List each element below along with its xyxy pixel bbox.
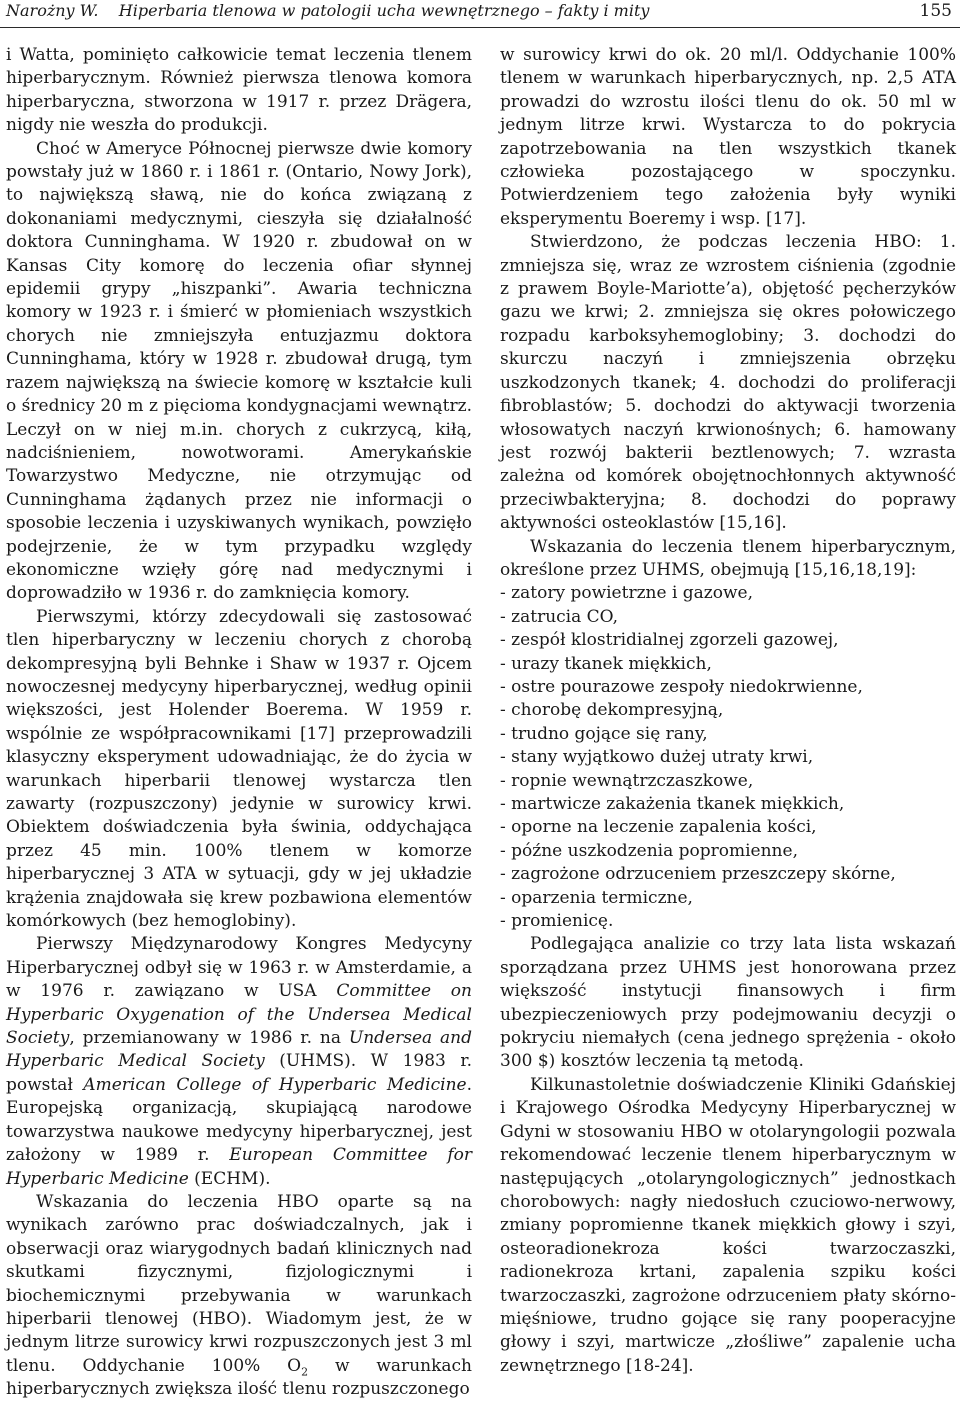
organization-name: Committee on Hyperbaric Oxygenation of the Undersea Medical Society <box>6 981 472 1049</box>
header-title: Hiperbaria tlenowa w patologii ucha wewnętrznego – fakty i mity <box>118 1 650 20</box>
paragraph: Pierwszymi, którzy zdecydowali się zastosować tlen hiperbaryczny w leczeniu chorych z chorobą dekompresyjną byli Behnke i Shaw w 1937 r. Ojcem nowoczesnej medycyny hiperbarycznej, według opinii większości, jest Holender Boerema. W 1959 r. wspólnie ze współpracownikami [17] przeprowadzili klasyczny eksperyment udowadniając, że do życia w warunkach hiperbarii tlenowej wystarcza tlen zawarty (rozpuszczony) jedynie w surowicy krwi. Obiektem doświadczenia była świnia, oddychająca przez 45 min. 100% tlenem w komorze hiperbarycznej 3 ATA w sytuacji, gdy w jej układzie krążenia znajdowała się krew pozbawiona elementów komórkowych (bez hemoglobiny). <box>6 606 472 932</box>
header-separator <box>104 1 114 20</box>
page-number: 155 <box>919 1 952 21</box>
paragraph: Choć w Ameryce Północnej pierwsze dwie komory powstały już w 1860 r. i 1861 r. (Ontario, Nowy Jork), to największą sławą, nie do końca związaną z dokonaniami medycznymi, cieszyła się działalność doktora Cunninghama. W 1920 r. zbudował on w Kansas City komorę do leczenia ofiar słynnej epidemii grypy „hiszpanki”. Awaria techniczna komory w 1923 r. i śmierć w płomieniach wszystkich chorych nie zmniejszyła entuzjazmu doktora Cunninghama, który w 1928 r. zbudował drugą, tym razem największą na świecie komorę w kształcie kuli o średnicy 20 m z pięcioma kondygnacjami wewnątrz. Leczył on w niej m.in. chorych z cukrzycą, kiłą, nadciśnieniem, nowotworami. Amerykańskie Towarzystwo Medyczne, nie otrzymując od Cunninghama żądanych przez nie informacji o sposobie leczenia i uzyskiwanych wynikach, powzięło podejrzenie, że w tym przypadku względy ekonomiczne wzięły górę nad medycznymi i doprowadziło w 1936 r. do zamknięcia komory. <box>6 138 472 604</box>
list-item: - urazy tkanek miękkich, <box>500 653 956 676</box>
text-run: Pierwszy Międzynarodowy Kongres Medycyny Hiperbarycznej odbył się w 1963 r. w Amsterdamie, a w 1976 r. zawiązano w USA <box>6 934 472 1002</box>
text-run: . Europejską organizacją, skupiającą narodowe towarzystwa naukowe medycyny hiperbarycznej, jest założony w 1989 r. <box>6 1074 472 1166</box>
organization-name: Undersea and Hyperbaric Medical Society <box>6 1028 473 1072</box>
right-column <box>500 44 956 1378</box>
left-column <box>6 44 472 1402</box>
indications-list <box>500 582 956 933</box>
running-header <box>6 0 952 30</box>
list-item: - trudno gojące się rany, <box>500 723 956 746</box>
header-rule <box>0 27 960 28</box>
subscript: 2 <box>301 1365 309 1379</box>
paragraph <box>6 1191 472 1402</box>
list-item: - zespół klostridialnej zgorzeli gazowej, <box>500 629 956 652</box>
list-item: - zatory powietrzne i gazowe, <box>500 582 956 605</box>
list-item: - oporne na leczenie zapalenia kości, <box>500 816 956 839</box>
organization-name: American College of Hyperbaric Medicine <box>83 1074 467 1095</box>
header-authors: Narożny W. <box>6 1 99 20</box>
list-item: - chorobę dekompresyjną, <box>500 699 956 722</box>
list-item: - zagrożone odrzuceniem przeszczepy skórne, <box>500 863 956 886</box>
paragraph: Stwierdzono, że podczas leczenia HBO: 1. zmniejsza się, wraz ze wzrostem ciśnienia (zgodnie z prawem Boyle-Mariotte’a), objętość pęcherzyków gazu we krwi; 2. zmniejsza się okres połowiczego rozpadu karboksyhemoglobiny; 3. dochodzi do skurczu naczyń i zmniejszenia obrzęku uszkodzonych tkanek; 4. dochodzi do proliferacji fibroblastów; 5. dochodzi do aktywacji tworzenia włosowatych naczyń krwionośnych; 6. hamowany jest rozwój bakterii beztlenowych; 7. wzrasta zależna od komórek obojętnochłonnych aktywność przeciwbakteryjna; 8. dochodzi do poprawy aktywności osteoklastów [15,16]. <box>500 232 956 534</box>
paragraph: Podlegająca analizie co trzy lata lista wskazań sporządzana przez UHMS jest honorowana przez większość instytucji finansowych i firm ubezpieczeniowych przy podejmowaniu decyzji o pokryciu niemałych (cena jednego sprężenia - około 300 $) kosztów leczenia tą metodą. <box>500 934 956 1072</box>
list-item: - oparzenia termiczne, <box>500 887 956 910</box>
list-item: - zatrucia CO, <box>500 606 956 629</box>
organization-name: European Committee for Hyperbaric Medicine <box>6 1145 472 1189</box>
list-item: - ropnie wewnątrzczaszkowe, <box>500 770 956 793</box>
text-run: Wskazania do leczenia HBO oparte są na wynikach zarówno prac doświadczalnych, jak i obserwacji oraz wiarygodnych badań klinicznych nad skutkami fizycznymi, fizjologicznymi i biochemicznymi przebywania w warunkach hiperbarii tlenowej (HBO). Wiadomym jest, że w jednym litrze surowicy krwi rozpuszczonych jest 3 ml tlenu. Oddychanie 100% O <box>6 1191 472 1376</box>
paragraph <box>6 933 472 1190</box>
paragraph: i Watta, pominięto całkowicie temat leczenia tlenem hiperbarycznym. Również pierwsza tlenowa komora hiperbaryczna, stworzona w 1917 r. przez Drägera, nigdy nie weszła do produkcji. <box>6 45 472 136</box>
paragraph: Kilkunastoletnie doświadczenie Kliniki Gdańskiej i Krajowego Ośrodka Medycyny Hiperbarycznej w Gdyni w stosowaniu HBO w otolaryngologii pozwala rekomendować leczenie tlenem hiperbarycznym w następujących „otolaryngologicznych” jednostkach chorobowych: nagły niedosłuch czuciowo-nerwowy, zmiany popromienne tkanek miękkich głowy i szyi, osteoradionekroza kości twarzoczaszki, radionekroza krtani, zapalenia szpiku kości twarzoczaszki, zagrożone odrzuceniem płaty skórno-mięśniowe, trudno gojące się rany pooperacyjne głowy i szyi, martwicze „złośliwe” zapalenie ucha zewnętrznego [18-24]. <box>500 1074 956 1376</box>
paragraph: w surowicy krwi do ok. 20 ml/l. Oddychanie 100% tlenem w warunkach hiperbarycznych, np. 2,5 ATA prowadzi do wzrostu ilości tlenu do ok. 50 ml w jednym litrze krwi. Wystarcza to do pokrycia zapotrzebowania na tlen wszystkich tkanek człowieka pozostającego w spoczynku. Potwierdzeniem tego założenia były wyniki eksperymentu Boeremy i wsp. [17]. <box>500 45 956 229</box>
list-item: - stany wyjątkowo dużej utraty krwi, <box>500 746 956 769</box>
list-item: - ostre pourazowe zespoły niedokrwienne, <box>500 676 956 699</box>
text-run: w warunkach hiperbarycznych zwiększa ilość tlenu rozpuszczonego <box>6 1355 472 1400</box>
text-run: , przemianowany w 1986 r. na <box>69 1028 349 1049</box>
list-item: - promienicę. <box>500 910 956 933</box>
text-run: (ECHM). <box>188 1168 271 1189</box>
list-item: - późne uszkodzenia popromienne, <box>500 840 956 863</box>
list-item: - martwicze zakażenia tkanek miękkich, <box>500 793 956 816</box>
paragraph: Wskazania do leczenia tlenem hiperbarycznym, określone przez UHMS, obejmują [15,16,18,19]: <box>500 536 956 580</box>
text-run: (UHMS). W 1983 r. powstał <box>6 1051 473 1095</box>
